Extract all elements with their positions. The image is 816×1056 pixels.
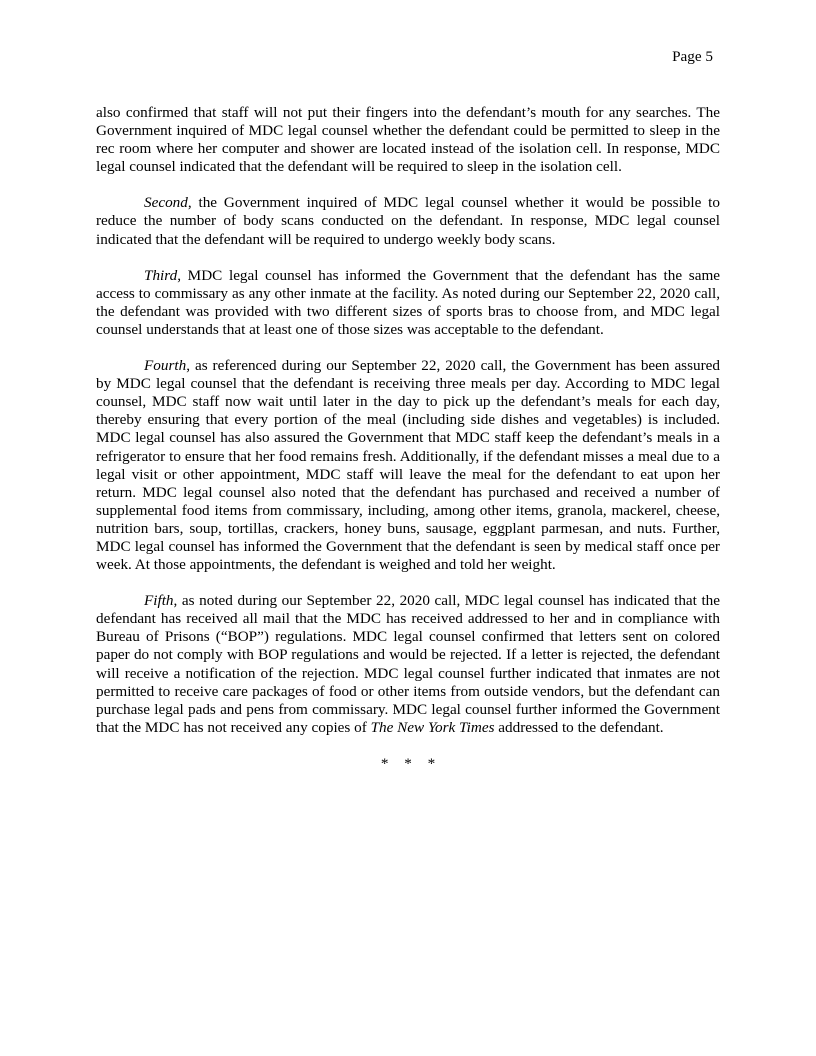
paragraph-fifth [96, 592, 720, 737]
paragraph-lead-word: Fifth [144, 592, 174, 610]
paragraph-text: , as noted during our September 22, 2020 call, MDC legal counsel has indicated that the defendant has received all mail that the MDC has received addressed to her and in compliance with Bureau of Prisons (“BOP”) regulations. MDC legal counsel confirmed that letters sent on colored paper do not comply with BOP regulations and would be rejected. If a letter is rejected, the defendant will receive a notification of the rejection. MDC legal counsel further indicated that inmates are not permitted to receive care packages of food or other items from outside vendors, but the defendant can purchase legal pads and pens from commissary. MDC legal counsel further informed the Government that the MDC has not received any copies of [96, 592, 720, 736]
page-number: Page 5 [672, 48, 713, 65]
section-break: * * * [380, 754, 436, 772]
paragraph-second [96, 194, 720, 248]
paragraph-third [96, 267, 720, 339]
paragraph-lead-word: Third [144, 266, 178, 284]
paragraph-fourth [96, 357, 720, 574]
paragraph-text: , as referenced during our September 22, 2020 call, the Government has been assured by MDC legal counsel that the defendant is receiving three meals per day. According to MDC legal counsel, MDC staff now wait until later in the day to pick up the defendant’s meals for each day, thereby ensuring that every portion of the meal (including side dishes and vegetables) is included. MDC legal counsel has also assured the Government that MDC staff keep the defendant’s meals in a refrigerator to ensure that her food remains fresh. Additionally, if the defendant misses a meal due to a legal visit or other appointment, MDC staff will leave the meal for the defendant to eat upon her return. MDC legal counsel also noted that the defendant has purchased and received a number of supplemental food items from commissary, including, among other items, granola, mackerel, cheese, nutrition bars, soup, tortillas, crackers, honey buns, sausage, eggplant parmesan, and nuts. Further, MDC legal counsel has informed the Government that the defendant is seen by medical staff once per week. At those appointments, the defendant is weighed and told her weight. [96, 357, 720, 574]
paragraph-text: addressed to the defendant. [494, 718, 664, 736]
paragraph-text: , MDC legal counsel has informed the Government that the defendant has the same access to commissary as any other inmate at the facility. As noted during our September 22, 2020 call, the defendant was provided with two different sizes of sports bras to choose from, and MDC legal counsel understands that at least one of those sizes was acceptable to the defendant. [96, 266, 720, 338]
paragraph-text: , the Government inquired of MDC legal counsel whether it would be possible to reduce the number of body scans conducted on the defendant. In response, MDC legal counsel indicated that the defendant will be required to undergo weekly body scans. [96, 194, 720, 248]
newspaper-title: The New York Times [370, 718, 495, 736]
paragraph-text: also confirmed that staff will not put their fingers into the defendant’s mouth for any searches. The Government inquired of MDC legal counsel whether the defendant could be permitted to sleep in the rec room where her computer and shower are located instead of the isolation cell. In response, MDC legal counsel indicated that the defendant will be required to sleep in the isolation cell. [96, 104, 720, 176]
paragraph-lead-word: Fourth [144, 357, 187, 375]
paragraph-lead-word: Second [144, 194, 188, 212]
letter-body [96, 104, 720, 773]
paragraph-continuation [96, 104, 720, 176]
